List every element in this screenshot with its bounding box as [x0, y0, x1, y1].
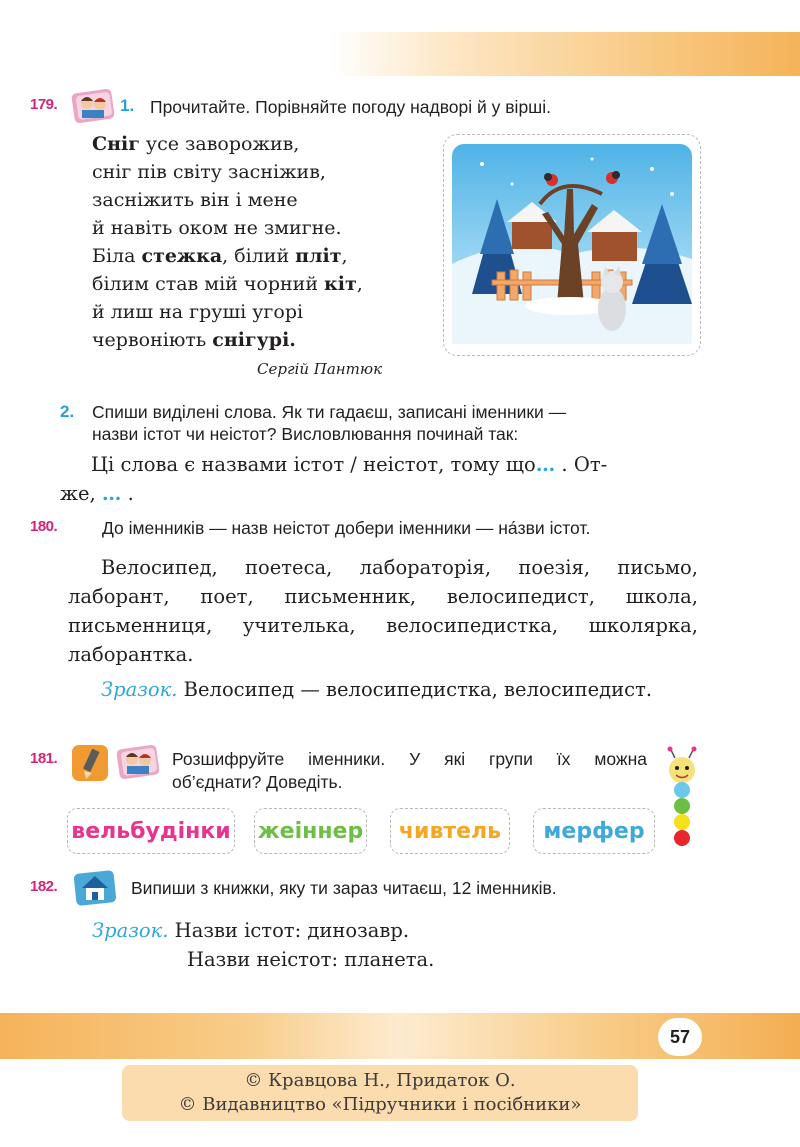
poem-line	[92, 130, 432, 158]
scrambled-word-card	[254, 808, 367, 854]
exercise-182-sample-line-2: Назви неістот: планета.	[187, 948, 435, 971]
scrambled-word: вельбудінки	[71, 819, 231, 844]
scrambled-word: чивтель	[398, 819, 502, 844]
winter-illustration-frame	[443, 134, 701, 356]
exercise-180-words: Велосипед, поетеса, лабораторія, поезія, письмо, лаборант, поет, письменник, велосипедист, школа, письменниця, учителька, велосипедистка, школярка, лаборантка.	[68, 556, 698, 666]
task-number-1: 1.	[120, 96, 135, 115]
scrambled-word-card	[390, 808, 510, 854]
highlighted-word: пліт	[295, 245, 342, 267]
highlighted-word: снігурі.	[212, 329, 296, 351]
task-2-line-2: назви істот чи неістот? Висловлювання починай так:	[92, 424, 519, 444]
exercise-number-181: 181.	[30, 750, 58, 767]
scrambled-word: жеіннер	[257, 819, 364, 844]
task-1-text: Прочитайте. Порівняйте погоду надворі й у вірші.	[150, 97, 551, 117]
poem-line	[92, 270, 432, 298]
exercise-180-sample: Зразок. Велосипед — велосипедистка, велосипедист.	[101, 678, 653, 701]
poem-line	[92, 186, 432, 214]
pencil-icon	[70, 743, 110, 783]
poem-text: червоніють	[92, 329, 213, 351]
task-2-line-1: Спиши виділені слова. Як ти гадаєш, записані іменники —	[92, 402, 567, 422]
scrambled-word-card	[533, 808, 655, 854]
read-together-icon	[115, 741, 161, 783]
poem-author: Сергій Пантюк	[257, 360, 383, 378]
poem-line	[92, 242, 432, 270]
task-2-sample-line-1: Ці слова є назвами істот / неістот, тому що… . От-	[91, 453, 608, 476]
poem-text: ,	[341, 245, 348, 267]
winter-scene-image	[452, 144, 692, 344]
exercise-182-sample-line-1: Зразок. Назви істот: динозавр.	[92, 919, 410, 942]
poem-text: усе заворожив,	[139, 133, 300, 155]
header-band	[330, 32, 800, 76]
poem-line	[92, 158, 432, 186]
task-number-2: 2.	[60, 402, 75, 421]
highlighted-word: Сніг	[92, 133, 140, 155]
poem-text: Біла	[92, 245, 142, 267]
poem-text: , білий	[222, 245, 296, 267]
copyright-line: © Кравцова Н., Придаток О.	[244, 1070, 516, 1091]
task-2-sample-line-2: же, … .	[60, 482, 134, 505]
exercise-180-task: До іменників — назв неістот добери іменники — на́зви істот.	[102, 518, 591, 538]
exercise-182-task: Випиши з книжки, яку ти зараз читаєш, 12 іменників.	[131, 878, 557, 898]
poem-text: сніг пів світу засніжив,	[92, 161, 326, 183]
poem-text: й навіть оком не змигне.	[92, 217, 342, 239]
copyright-box	[122, 1065, 638, 1121]
exercise-number-180: 180.	[30, 518, 58, 535]
poem-text: засніжить він і мене	[92, 189, 298, 211]
poem-line	[92, 326, 432, 354]
highlighted-word: стежка	[141, 245, 223, 267]
house-icon	[72, 868, 118, 908]
exercise-181-task-line-1: Розшифруйте іменники. У які групи їх можна	[172, 749, 647, 769]
read-together-icon	[70, 86, 116, 126]
poem-line	[92, 298, 432, 326]
poem-text: й лиш на груші угорі	[92, 301, 304, 323]
page-number: 57	[658, 1018, 702, 1056]
scrambled-word: мерфер	[543, 819, 645, 844]
caterpillar-icon	[662, 746, 702, 856]
highlighted-word: кіт	[324, 273, 357, 295]
poem-text: білим став мій чорний	[92, 273, 325, 295]
copyright-line: © Видавництво «Підручники і посібники»	[178, 1094, 582, 1115]
poem	[92, 130, 432, 354]
scrambled-word-card	[67, 808, 235, 854]
poem-text: ,	[356, 273, 363, 295]
exercise-181-task-line-2: об’єднати? Доведіть.	[172, 772, 343, 792]
exercise-number-179: 179.	[30, 96, 58, 113]
poem-line	[92, 214, 432, 242]
exercise-number-182: 182.	[30, 878, 58, 895]
